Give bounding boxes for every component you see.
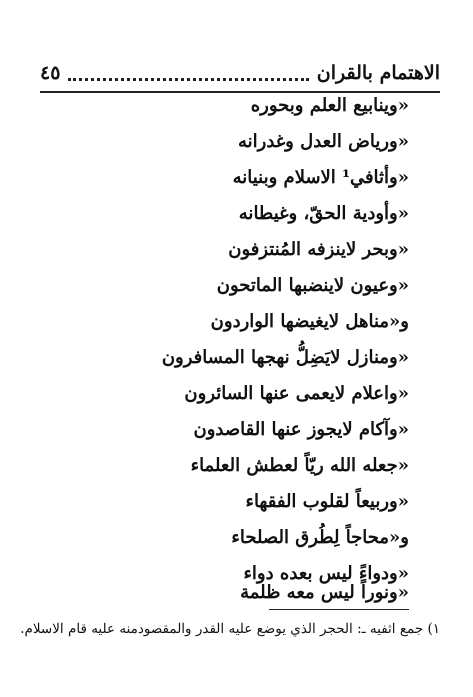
- text-line: «وأودية الحقّ، وغيطانه: [238, 203, 409, 224]
- text-line: «وينابيع العلم وبحوره: [250, 95, 409, 116]
- footnote: ١) جمع اثفيه ـ: الحجر الذي يوضع عليه القدر والمقصودمنه عليه قام الاسلام.: [20, 621, 440, 637]
- text-line: و«مناهل لايغيضها الواردون: [210, 311, 409, 332]
- footnote-separator: [269, 609, 409, 610]
- text-line: «ورياض العدل وغدرانه: [237, 131, 409, 152]
- text-line: «واعلام لايعمى عنها السائرون: [184, 383, 409, 404]
- page-number: ٤٥: [40, 62, 61, 84]
- text-line: «ومنازل لايَضِلُّ نهجها المسافرون: [161, 347, 409, 368]
- header-leader-dots: [68, 66, 308, 81]
- text-line: «وأثافي¹ الاسلام وبنيانه: [232, 167, 409, 188]
- text-line: «جعله الله ريّاً لعطش العلماء: [190, 455, 409, 476]
- text-line: «وبحر لاينزفه المُنتزفون: [228, 239, 409, 260]
- text-line: و«محاجاً لِطُرق الصلحاء: [231, 527, 409, 548]
- text-line: «وربيعاً لقلوب الفقهاء: [245, 491, 409, 512]
- header-title: الاهتمام بالقران: [316, 62, 440, 84]
- text-block: [149, 88, 409, 592]
- final-text-line: «ونوراً ليس معه ظلمة: [240, 582, 409, 603]
- text-line: «وعيون لاينضبها الماتحون: [216, 275, 409, 296]
- text-line: «وآكام لايجوز عنها القاصدون: [193, 419, 409, 440]
- text-line: «ودواءً ليس بعده دواء: [243, 563, 409, 584]
- running-header: [40, 58, 440, 88]
